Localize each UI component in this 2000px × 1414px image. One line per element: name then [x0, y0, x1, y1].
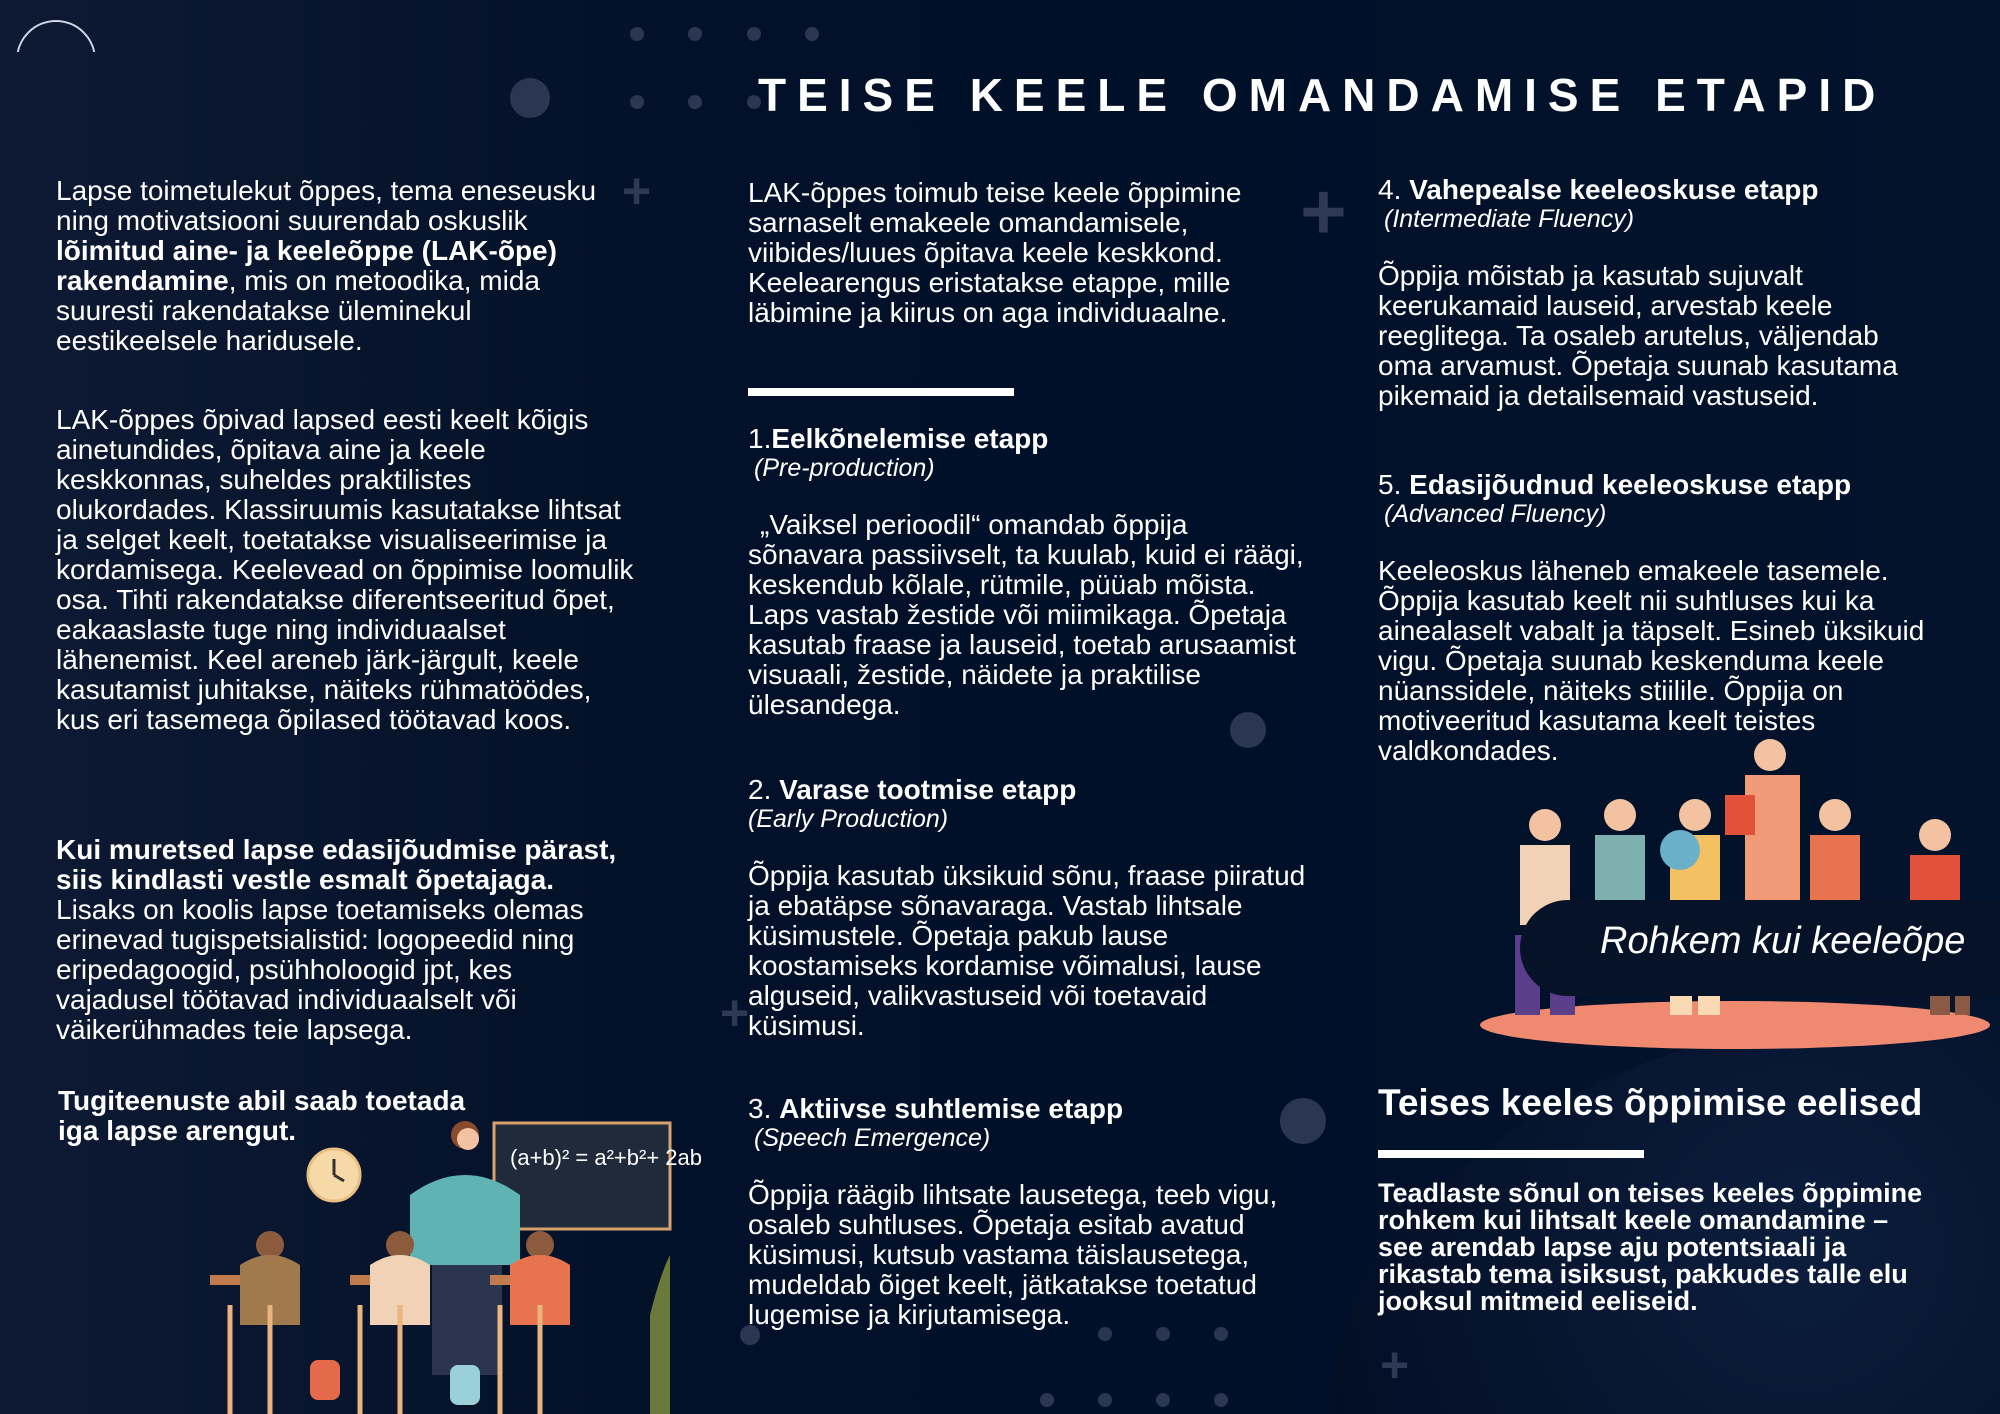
dot — [630, 27, 644, 41]
stage-english-name: (Advanced Fluency) — [1384, 500, 1607, 528]
stage-number: 2. — [748, 774, 772, 805]
stage-heading — [748, 775, 1308, 805]
middle-intro-2: Keelearengus eristatakse etappe, mille läbimine ja kiirus on aga individuaalne. — [748, 267, 1231, 328]
benefits-heading: Teises keeles õppimise eelised — [1378, 1082, 1923, 1123]
highlight-text: lõimitud aine- ja keeleõppe (LAK-õpe) rakendamine — [56, 235, 557, 296]
dot — [630, 95, 644, 109]
plus-decoration: + — [1380, 1337, 1410, 1393]
stage-description: Õppija kasutab üksikuid sõnu, fraase piiratud ja ebatäpse sõnavaraga. Vastab lihtsale küsimustele. Õpetaja pakub lause koostamiseks kordamise võimalusi, lause alguseid, valikvastuseid või toetavaid küsimusi. — [748, 860, 1306, 1041]
stage-heading — [1378, 470, 1938, 500]
stage-heading — [1378, 175, 1938, 205]
banner-text: Rohkem kui keeleõpe — [1600, 920, 1966, 962]
plus-decoration: + — [1300, 167, 1347, 256]
stage-heading — [748, 424, 1308, 454]
circle-decoration — [510, 78, 550, 118]
dot — [1040, 1393, 1054, 1407]
text: Lapse toimetulekut õppes, tema eneseusku ning motivatsiooni suurendab oskuslik — [56, 175, 597, 236]
dot — [1098, 1393, 1112, 1407]
middle-intro: LAK-õppes toimub teise keele õppimine sarnaselt emakeele omandamisele, viibides/luues õpitava keele keskkond. — [748, 177, 1242, 268]
stage-number: 1. — [748, 423, 772, 454]
stage-4 — [1378, 175, 1938, 411]
stage-name: Vahepealse keeleoskuse etapp — [1409, 174, 1819, 205]
classroom-illustration — [210, 1115, 703, 1414]
concern-paragraph — [56, 835, 636, 1045]
stage-english-name: (Pre-production) — [754, 454, 935, 482]
stage-number: 5. — [1378, 469, 1402, 500]
dot — [747, 27, 761, 41]
text: Lisaks on koolis lapse toetamiseks olemas erinevad tugispetsialistid: logopeedid ning eripedagoogid, psühholoogid jpt, kes vajadusel töötavad individuaalselt või väikerühmades teie lapsega. — [56, 894, 584, 1045]
benefits-text: Teadlaste sõnul on teises keeles õppimine rohkem kui lihtsalt keele omandamine – see arendab lapse aju potentsiaali ja rikastab tema isiksust, pakkudes talle elu jooksul mitmeid eeliseid. — [1378, 1178, 1923, 1316]
stage-number: 4. — [1378, 174, 1402, 205]
section-divider — [748, 388, 1014, 396]
stage-number: 3. — [748, 1093, 772, 1124]
banner — [1520, 900, 2000, 996]
dot — [1214, 1393, 1228, 1407]
plus-decoration: + — [720, 985, 750, 1041]
support-callout: Tugiteenuste abil saab toetada iga lapse arengut. — [58, 1085, 466, 1146]
page-title: TEISE KEELE OMANDAMISE ETAPID — [758, 69, 1887, 121]
stage-heading — [748, 1094, 1308, 1124]
stage-name: Aktiivse suhtlemise etapp — [779, 1093, 1124, 1124]
stage-name: Edasijõudnud keeleoskuse etapp — [1409, 469, 1852, 500]
plus-decoration: + — [622, 163, 652, 219]
stage-name: Eelkõnelemise etapp — [771, 423, 1049, 454]
stage-1 — [748, 424, 1308, 720]
intro-paragraph — [56, 176, 636, 356]
stage-english-name: (Speech Emergence) — [754, 1124, 991, 1152]
dot — [1156, 1393, 1170, 1407]
section-divider — [1378, 1150, 1644, 1158]
stage-english-name: (Early Production) — [748, 805, 949, 833]
arc-decoration — [16, 20, 96, 100]
stage-2 — [748, 775, 1308, 1041]
dot — [688, 95, 702, 109]
dot — [805, 27, 819, 41]
stage-3 — [748, 1094, 1308, 1330]
lak-paragraph: LAK-õppes õpivad lapsed eesti keelt kõigis ainetundides, õpitava aine ja keele keskkonnas, suheldes praktilistes olukordades. Klassiruumis kasutatakse lihtsat ja selget keelt, toetatakse visualiseerimise ja kordamisega. Keelevead on õppimise loomulik osa. Tihti rakendatakse diferentseeritud õpet, eakaaslaste tuge ning individuaalset lähenemist. Keel areneb järk-järgult, keele kasutamist juhitakse, näiteks rühmatöödes, kus eri tasemega õpilased töötavad koos. — [56, 404, 634, 735]
stage-description: Õppija räägib lihtsate lausetega, teeb vigu, osaleb suhtluses. Õpetaja esitab avatud küsimusi, kutsub vastama täislausetega, mudeldab õiget keelt, jätkatakse toetatud lugemise ja kirjutamisega. — [748, 1179, 1278, 1330]
dot — [688, 27, 702, 41]
stage-description: Keeleoskus läheneb emakeele tasemele. Õppija kasutab keelt nii suhtluses kui ka ainealaselt vabalt ja täpselt. Esineb üksikuid vigu. Õpetaja suunab keskenduma keele nüanssidele, näiteks stiilile. Õppija on motiveeritud kasutama keelt teistes valdkondades. — [1378, 555, 1925, 766]
students-group-illustration — [1470, 735, 1990, 1055]
stage-5 — [1378, 470, 1938, 766]
middle-intro-block — [748, 178, 1308, 328]
blackboard-formula: (a+b)² = a²+b²+ 2ab — [510, 1145, 703, 1170]
text: , mis on metoodika, mida suuresti rakendatakse üleminekul eestikeelsele haridusele. — [56, 265, 540, 356]
stage-english-name: (Intermediate Fluency) — [1384, 205, 1635, 233]
stage-name: Varase tootmise etapp — [779, 774, 1077, 805]
concern-heading: Kui muretsed lapse edasijõudmise pärast, siis kindlasti vestle esmalt õpetajaga. — [56, 834, 617, 895]
stage-description: „Vaiksel perioodil“ omandab õppija sõnavara passiivselt, ta kuulab, kuid ei räägi, keskendub kõlale, rütmile, püüab mõista. Laps vastab žestide või miimikaga. Õpetaja kasutab fraase ja lauseid, toetab arusaamist visuaali, žestide, näidete ja praktilise ülesandega. — [748, 509, 1304, 720]
stage-description: Õppija mõistab ja kasutab sujuvalt keerukamaid lauseid, arvestab keele reeglitega. Ta osaleb arutelus, väljendab oma arvamust. Õpetaja suunab kasutama pikemaid ja detailsemaid vastuseid. — [1378, 260, 1898, 411]
